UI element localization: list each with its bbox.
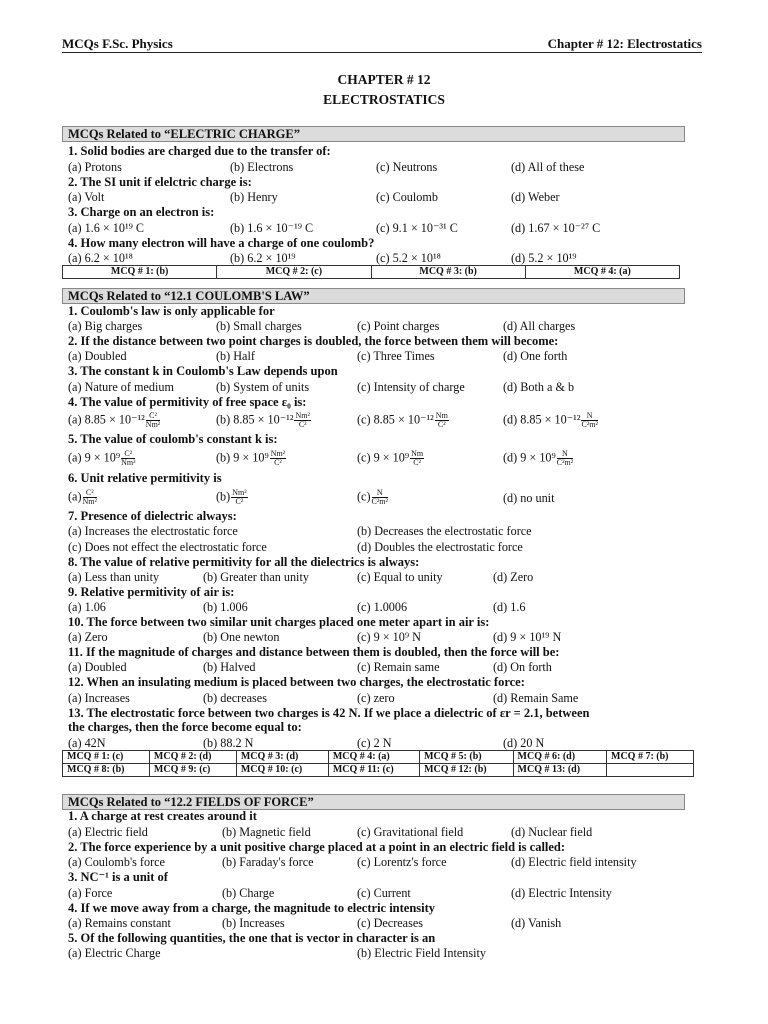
option: (c) zero xyxy=(357,691,395,705)
option: (c) Neutrons xyxy=(376,160,438,174)
answer-cell: MCQ # 4: (a) xyxy=(525,266,679,279)
option: (c) Intensity of charge xyxy=(357,380,465,394)
option: (c) 9 × 10⁹ $\frac{Nm}{\text{C²}}$ xyxy=(357,449,424,467)
option: (d) 1.6 xyxy=(493,600,526,614)
option: (b) $\frac{\text{Nm²}}{\text{C²}}$ xyxy=(216,488,247,506)
option: (d) All charges xyxy=(503,319,576,333)
option: (a) Zero xyxy=(68,630,108,644)
option: (b) Halved xyxy=(203,660,256,674)
option: (b) Electric Field Intensity xyxy=(357,946,486,960)
option: (c) Gravitational field xyxy=(357,825,464,839)
question: 4. The value of permitivity of free space ε₀ is: xyxy=(68,395,307,409)
answer-cell: MCQ # 10: (c) xyxy=(236,764,328,777)
option: (c) Point charges xyxy=(357,319,440,333)
option: (c) 5.2 × 10¹⁸ xyxy=(376,251,441,265)
option: (a) Increases the electrostatic force xyxy=(68,524,238,538)
option: (a) Doubled xyxy=(68,660,127,674)
question: 2. If the distance between two point charges is doubled, the force between them will become: xyxy=(68,334,559,348)
chapter-number: CHAPTER # 12 xyxy=(337,72,431,87)
option: (c) Remain same xyxy=(357,660,440,674)
option: (b) Magnetic field xyxy=(222,825,311,839)
question: 8. The value of relative permitivity for all the dielectrics is always: xyxy=(68,555,420,569)
question: 2. The SI unit if elelctric charge is: xyxy=(68,175,252,189)
unit-fraction: $\frac{N}{\text{C²m²}}$ xyxy=(556,449,574,467)
question: 1. Coulomb's law is only applicable for xyxy=(68,304,275,318)
question: 4. How many electron will have a charge of one coulomb? xyxy=(68,236,375,250)
option: (d) no unit xyxy=(503,491,555,505)
question: 1. A charge at rest creates around it xyxy=(68,809,257,823)
question: 2. The force experience by a unit positive charge placed at a point in an electric field is called: xyxy=(68,840,566,854)
question: 7. Presence of dielectric always: xyxy=(68,509,237,523)
option: (a) 1.6 × 10¹⁹ C xyxy=(68,221,145,235)
answer-cell: MCQ # 11: (c) xyxy=(328,764,419,777)
option: (b) 9 × 10⁹ $\frac{\text{Nm²}}{\text{C²}}$ xyxy=(216,449,286,467)
option: (b) Faraday's force xyxy=(222,855,314,869)
option: (d) 20 N xyxy=(503,736,545,750)
answer-cell: MCQ # 3: (b) xyxy=(371,266,525,279)
option: (a) Increases xyxy=(68,691,130,705)
unit-fraction: $\frac{\text{C²}}{\text{Nm²}}$ xyxy=(145,411,161,429)
option: (a) Big charges xyxy=(68,319,143,333)
option: (d) Both a & b xyxy=(503,380,575,394)
question-continued: the charges, then the force become equal to: xyxy=(68,720,302,734)
option: (a) Coulomb's force xyxy=(68,855,165,869)
option: (a) $\frac{\text{C²}}{\text{Nm²}}$ xyxy=(68,488,97,506)
unit-fraction: $\frac{\text{C²}}{\text{Nm²}}$ xyxy=(82,488,97,506)
answer-key-table xyxy=(62,750,694,777)
answer-cell: MCQ # 3: (d) xyxy=(236,751,328,764)
answer-key-table xyxy=(62,265,680,279)
question: 6. Unit relative permitivity is xyxy=(68,471,222,485)
option: (b) Henry xyxy=(230,190,278,204)
option: (d) Weber xyxy=(511,190,560,204)
option: (c) Lorentz's force xyxy=(357,855,447,869)
option: (c) Decreases xyxy=(357,916,423,930)
option: (d) 5.2 × 10¹⁹ xyxy=(511,251,577,265)
question: 9. Relative permitivity of air is: xyxy=(68,585,235,599)
running-header xyxy=(62,36,702,52)
section-heading: MCQs Related to “12.2 FIELDS OF FORCE” xyxy=(62,794,685,810)
option: (d) 9 × 10⁹ $\frac{N}{\text{C²m²}}$ xyxy=(503,449,574,467)
option: (a) 6.2 × 10¹⁸ xyxy=(68,251,133,265)
option: (d) Electric field intensity xyxy=(511,855,637,869)
option: (b) Increases xyxy=(222,916,285,930)
answer-cell: MCQ # 2: (d) xyxy=(149,751,236,764)
answer-cell: MCQ # 13: (d) xyxy=(513,764,606,777)
option: (d) All of these xyxy=(511,160,585,174)
unit-fraction: $\frac{\text{Nm²}}{\text{C²}}$ xyxy=(232,488,247,506)
option: (c) $\frac{N}{\text{C²m²}}$ xyxy=(357,488,388,506)
answer-cell: MCQ # 12: (b) xyxy=(420,764,513,777)
option: (c) 2 N xyxy=(357,736,392,750)
unit-fraction: $\frac{Nm}{\text{C²}}$ xyxy=(411,449,424,467)
option: (b) 88.2 N xyxy=(203,736,254,750)
option: (a) 1.06 xyxy=(68,600,106,614)
question: 5. The value of coulomb's constant k is: xyxy=(68,432,278,446)
unit-fraction: $\frac{\text{Nm²}}{\text{C²}}$ xyxy=(270,449,286,467)
option: (b) Half xyxy=(216,349,255,363)
option: (c) 1.0006 xyxy=(357,600,408,614)
option: (d) Zero xyxy=(493,570,534,584)
option: (b) System of units xyxy=(216,380,310,394)
section-heading: MCQs Related to “12.1 COULOMB'S LAW” xyxy=(62,288,685,304)
option: (c) Equal to unity xyxy=(357,570,443,584)
option: (d) 9 × 10¹⁹ N xyxy=(493,630,562,644)
option: (c) 9.1 × 10⁻³¹ C xyxy=(376,221,458,235)
option: (a) Force xyxy=(68,886,113,900)
question: 4. If we move away from a charge, the magnitude to electric intensity xyxy=(68,901,436,915)
answer-cell: MCQ # 9: (c) xyxy=(149,764,236,777)
unit-fraction: $\frac{N}{\text{C²m²}}$ xyxy=(581,411,598,429)
question: 11. If the magnitude of charges and distance between them is doubled, then the force will be: xyxy=(68,645,560,659)
option: (b) Charge xyxy=(222,886,275,900)
answer-cell: MCQ # 7: (b) xyxy=(607,751,694,764)
option: (a) 42N xyxy=(68,736,106,750)
question: 3. The constant k in Coulomb's Law depends upon xyxy=(68,364,338,378)
answer-cell: MCQ # 6: (d) xyxy=(513,751,606,764)
header-right: Chapter # 12: Electrostatics xyxy=(547,36,702,51)
option: (c) Current xyxy=(357,886,411,900)
option: (c) Does not effect the electrostatic force xyxy=(68,540,267,554)
option: (a) Doubled xyxy=(68,349,127,363)
answer-cell: MCQ # 8: (b) xyxy=(63,764,150,777)
option: (d) On forth xyxy=(493,660,552,674)
option: (a) Protons xyxy=(68,160,122,174)
option: (d) Nuclear field xyxy=(511,825,593,839)
option: (a) Nature of medium xyxy=(68,380,174,394)
option: (c) Coulomb xyxy=(376,190,438,204)
header-rule xyxy=(62,52,702,53)
question: 10. The force between two similar unit charges placed one meter apart in air is: xyxy=(68,615,490,629)
option: (b) Electrons xyxy=(230,160,294,174)
answer-cell xyxy=(607,764,694,777)
option: (c) 9 × 10⁹ N xyxy=(357,630,421,644)
answer-cell: MCQ # 1: (c) xyxy=(63,751,150,764)
option: (d) 8.85 × 10⁻¹² $\frac{N}{\text{C²m²}}$ xyxy=(503,411,598,429)
unit-fraction: $\frac{N}{\text{C²m²}}$ xyxy=(371,488,388,506)
question: 13. The electrostatic force between two charges is 42 N. If we place a dielectric of εr = 2.1, between xyxy=(68,706,590,720)
chapter-title: ELECTROSTATICS xyxy=(323,92,445,107)
question: 1. Solid bodies are charged due to the transfer of: xyxy=(68,144,331,158)
question: 12. When an insulating medium is placed between two charges, the electrostatic force: xyxy=(68,675,525,689)
unit-fraction: $\frac{\text{C²}}{\text{Nm²}}$ xyxy=(121,449,136,467)
answer-cell: MCQ # 4: (a) xyxy=(328,751,419,764)
option: (c) Three Times xyxy=(357,349,435,363)
option: (d) Doubles the electrostatic force xyxy=(357,540,523,554)
option: (a) 8.85 × 10⁻¹² $\frac{\text{C²}}{\text{Nm²}}$ xyxy=(68,411,161,429)
option: (a) 9 × 10⁹ $\frac{\text{C²}}{\text{Nm²}}$ xyxy=(68,449,136,467)
option: (b) 8.85 × 10⁻¹² $\frac{\text{Nm²}}{\text{C²}}$ xyxy=(216,411,310,429)
question: 3. Charge on an electron is: xyxy=(68,205,215,219)
option: (d) Electric Intensity xyxy=(511,886,612,900)
unit-fraction: $\frac{Nm}{\text{C²}}$ xyxy=(435,411,448,429)
option: (a) Electric field xyxy=(68,825,148,839)
option: (a) Volt xyxy=(68,190,105,204)
option: (a) Electric Charge xyxy=(68,946,161,960)
option: (b) decreases xyxy=(203,691,267,705)
option: (b) 1.6 × 10⁻¹⁹ C xyxy=(230,221,314,235)
header-left: MCQs F.Sc. Physics xyxy=(62,36,173,51)
option: (d) One forth xyxy=(503,349,568,363)
option: (d) Vanish xyxy=(511,916,562,930)
answer-cell: MCQ # 1: (b) xyxy=(63,266,217,279)
option: (b) One newton xyxy=(203,630,280,644)
answer-cell: MCQ # 5: (b) xyxy=(420,751,513,764)
option: (b) Decreases the electrostatic force xyxy=(357,524,532,538)
option: (d) Remain Same xyxy=(493,691,579,705)
option: (b) 6.2 × 10¹⁹ xyxy=(230,251,296,265)
option: (a) Less than unity xyxy=(68,570,160,584)
question: 5. Of the following quantities, the one that is vector in character is an xyxy=(68,931,436,945)
answer-cell: MCQ # 2: (c) xyxy=(217,266,371,279)
option: (b) Small charges xyxy=(216,319,302,333)
section-heading: MCQs Related to “ELECTRIC CHARGE” xyxy=(62,126,685,142)
option: (d) 1.67 × 10⁻²⁷ C xyxy=(511,221,601,235)
option: (a) Remains constant xyxy=(68,916,171,930)
unit-fraction: $\frac{\text{Nm²}}{\text{C²}}$ xyxy=(295,411,310,429)
option: (b) 1.006 xyxy=(203,600,248,614)
option: (c) 8.85 × 10⁻¹² $\frac{Nm}{\text{C²}}$ xyxy=(357,411,448,429)
option: (b) Greater than unity xyxy=(203,570,309,584)
question: 3. NC⁻¹ is a unit of xyxy=(68,870,168,884)
